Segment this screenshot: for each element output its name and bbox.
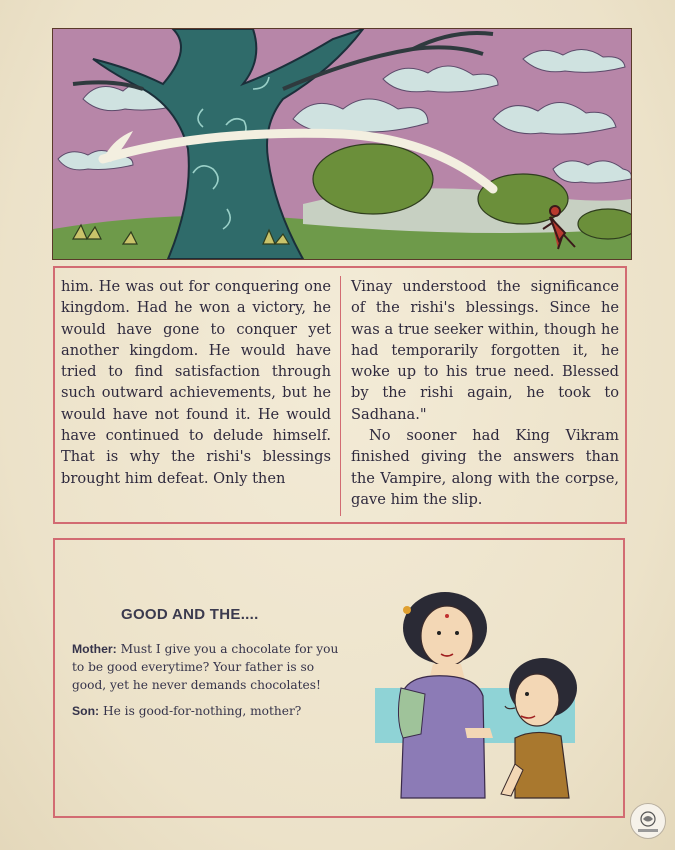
story-right-paragraph-2: No sooner had King Vikram finished giving the answers than the Vampire, along with the corpse, gave him the slip. (351, 427, 619, 508)
son-speech: He is good-for-nothing, mother? (102, 704, 302, 718)
son-speaker: Son: (72, 704, 100, 718)
illustration-svg (53, 29, 631, 259)
cartoon-svg (365, 568, 605, 804)
tree-vampire-illustration (52, 28, 632, 260)
story-right-paragraph-1: Vinay understood the significance of the rishi's blessings. Since he was a true seeker within, though he had temporarily forgotten it, he woke up to his true need. Blessed by the rishi again, he took to Sadhana." (351, 278, 619, 423)
story-box (53, 266, 627, 524)
son-line (72, 702, 342, 720)
story-column-divider (340, 276, 341, 516)
mother-speaker: Mother: (72, 642, 117, 656)
watermark-logo (630, 803, 666, 839)
story-right-column (351, 276, 619, 510)
mother-speech: Must I give you a chocolate for you to be good everytime? Your father is so good, yet he never demands chocolates! (72, 642, 339, 692)
joke-box (53, 538, 625, 818)
watermark-logo-svg (631, 804, 665, 838)
joke-title: GOOD AND THE.... (121, 606, 259, 623)
mother-son-cartoon (365, 568, 605, 804)
joke-dialogue (72, 640, 342, 728)
story-left-text: him. He was out for conquering one kingdom. Had he won a victory, he would have gone to conquer yet another kingdom. He would have tried to find satisfaction through such outward achievements, but he would have not found it. He would have continued to delude himself. That is why the rishi's blessings brought him defeat. Only then (61, 278, 331, 487)
story-left-column (61, 276, 331, 489)
mother-line (72, 640, 342, 694)
